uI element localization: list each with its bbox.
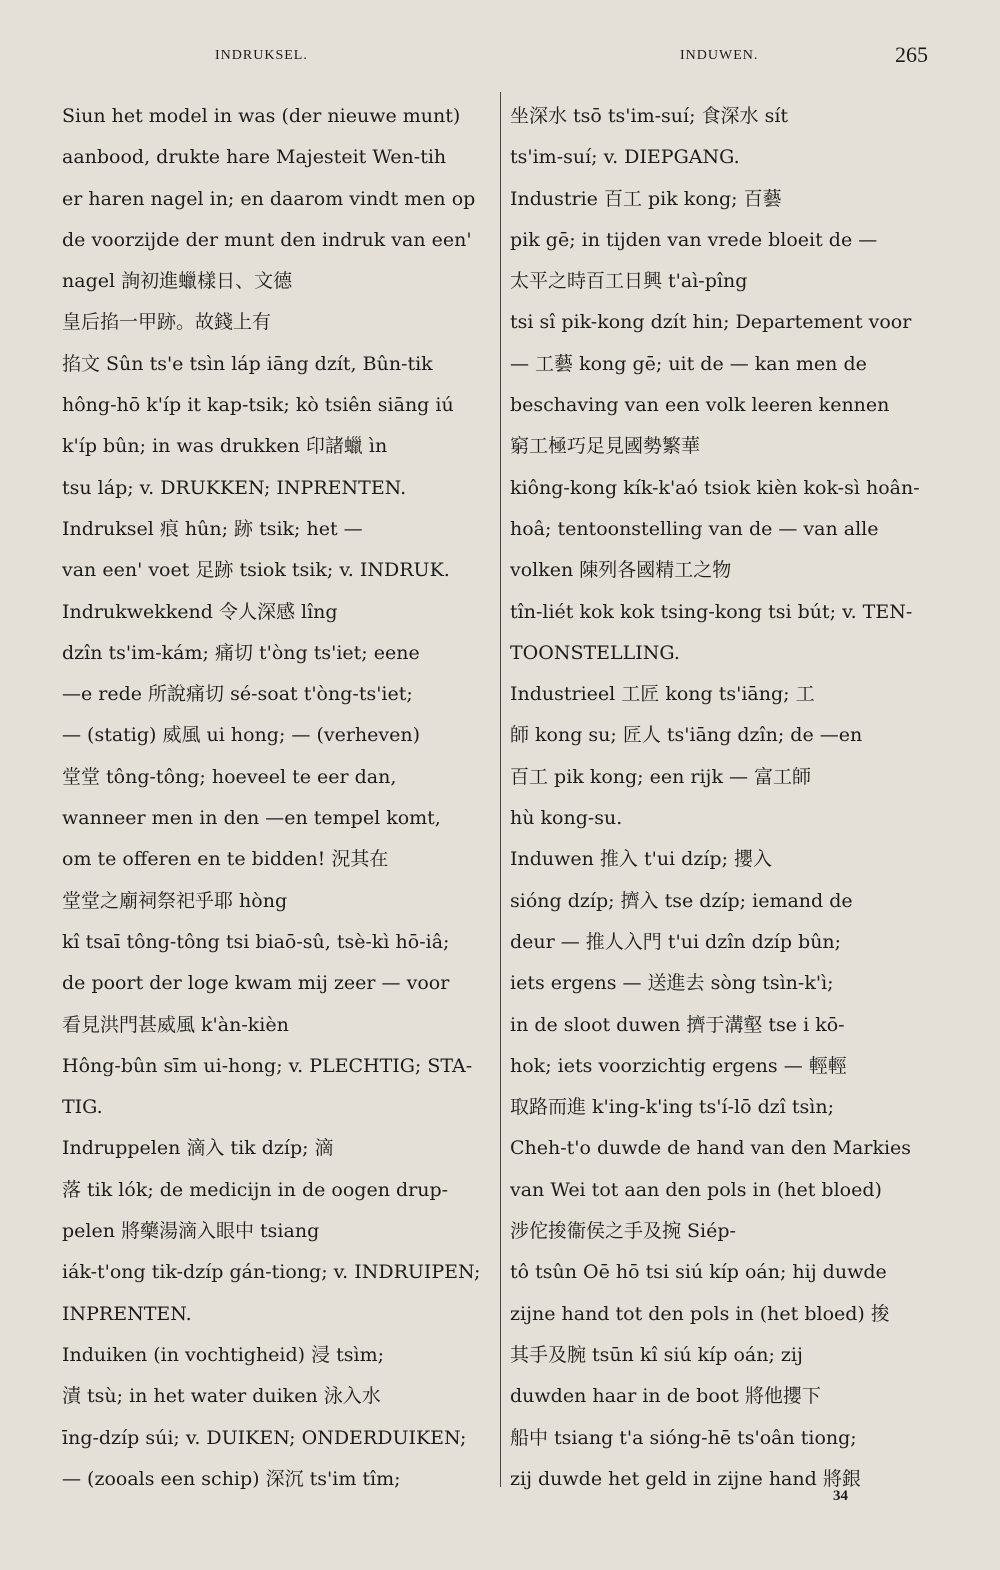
text-line: Indruppelen 滴入 tik dzíp; 滴 [62, 1137, 334, 1160]
text-line: sióng dzíp; 擠入 tse dzíp; iemand de [510, 889, 853, 912]
column-divider [500, 92, 501, 1487]
text-line: kiông-kong kík-k'aó tsiok kièn kok-sì hoân- [510, 476, 920, 499]
text-line: iák-t'ong tik-dzíp gán-tiong; v. INDRUIPEN; [62, 1261, 481, 1284]
running-head-left: INDRUKSEL. [215, 48, 308, 63]
text-line: 其手及腕 tsūn kî siú kíp oán; zij [510, 1343, 803, 1366]
text-line: īng-dzíp súi; v. DUIKEN; ONDERDUIKEN; [62, 1426, 467, 1449]
text-line: nagel 詢初進蠟樣日、文德 [62, 270, 293, 293]
text-line: aanbood, drukte hare Majesteit Wen-tih [62, 146, 447, 169]
text-line: Induwen 推入 t'ui dzíp; 攖入 [510, 848, 773, 871]
text-line: zijne hand tot den pols in (het bloed) 捘 [510, 1302, 890, 1325]
text-line: 掐文 Sûn ts'e tsìn láp iāng dzít, Bûn-tik [62, 352, 433, 375]
text-line: 船中 tsiang t'a sióng-hē ts'oân tiong; [510, 1426, 857, 1449]
text-line: hông-hō k'íp it kap-tsik; kò tsiên siāng iú [62, 394, 454, 417]
text-line: — 工藝 kong gē; uit de — kan men de [510, 352, 867, 375]
text-line: iets ergens — 送進去 sòng tsìn-k'ì; [510, 972, 834, 995]
text-line: 師 kong su; 匠人 ts'iāng dzîn; de —en [510, 724, 863, 747]
text-line: 涉佗捘衞侯之手及捥 Siép- [510, 1220, 736, 1243]
text-line: 百工 pik kong; een rijk — 富工師 [510, 765, 812, 788]
text-line: wanneer men in den —en tempel komt, [62, 807, 441, 830]
text-line: 取路而進 k'ing-k'ing ts'í-lō dzî tsìn; [510, 1096, 834, 1119]
signature-mark: 34 [833, 1488, 848, 1504]
text-line: 皇后掐一甲跡。故錢上有 [62, 311, 272, 334]
text-line: beschaving van een volk leeren kennen [510, 394, 890, 417]
text-line: hoâ; tentoonstelling van de — van alle [510, 517, 879, 540]
text-line: volken 陳列各國精工之物 [510, 559, 732, 582]
page-number: 265 [895, 42, 928, 67]
text-line: Indruksel 痕 hûn; 跡 tsik; het — [62, 517, 363, 540]
text-line: zij duwde het geld in zijne hand 將銀 [510, 1467, 861, 1490]
text-line: tsu láp; v. DRUKKEN; INPRENTEN. [62, 476, 407, 499]
text-line: Hông-bûn sīm ui-hong; v. PLECHTIG; STA- [62, 1054, 473, 1077]
text-line: 落 tik lók; de medicijn in de oogen drup- [62, 1178, 449, 1201]
text-line: van een' voet 足跡 tsiok tsik; v. INDRUK. [62, 559, 450, 582]
right-column [510, 96, 936, 1500]
text-line: de voorzijde der munt den indruk van een' [62, 228, 472, 251]
text-line: ts'im-suí; v. DIEPGANG. [510, 146, 740, 169]
text-line: Indrukwekkend 令人深感 lîng [62, 600, 338, 623]
text-line: 堂堂之廟祠祭祀乎耶 hòng [62, 889, 288, 912]
text-line: van Wei tot aan den pols in (het bloed) [510, 1178, 882, 1201]
text-line: kî tsaī tông-tông tsi biaō-sû, tsè-kì hō-iâ; [62, 930, 450, 953]
text-line: INPRENTEN. [62, 1302, 192, 1325]
text-line: Industrieel 工匠 kong ts'iāng; 工 [510, 683, 815, 706]
text-line: —e rede 所說痛切 sé-soat t'òng-ts'iet; [62, 683, 413, 706]
text-line: de poort der loge kwam mij zeer — voor [62, 972, 450, 995]
text-line: in de sloot duwen 擠于溝壑 tse i kō- [510, 1013, 845, 1036]
text-line: TOONSTELLING. [510, 641, 680, 664]
text-line: deur — 推人入門 t'ui dzîn dzíp bûn; [510, 930, 842, 953]
text-line: om te offeren en te bidden! 況其在 [62, 848, 389, 871]
text-line: tô tsûn Oē hō tsi siú kíp oán; hij duwde [510, 1261, 887, 1284]
text-line: — (zooals een schip) 深沉 ts'im tîm; [62, 1467, 401, 1490]
text-line: k'íp bûn; in was drukken 印諸蠟 ìn [62, 435, 388, 458]
text-line: 漬 tsù; in het water duiken 泳入水 [62, 1385, 381, 1408]
running-head-right: INDUWEN. [680, 48, 759, 63]
text-line: hok; iets voorzichtig ergens — 輕輕 [510, 1054, 847, 1077]
text-line: 坐深水 tsō ts'im-suí; 食深水 sít [510, 105, 789, 127]
text-line: tîn-liét kok kok tsing-kong tsi bút; v. TEN- [510, 600, 913, 623]
text-line: hù kong-su. [510, 807, 623, 830]
text-line: duwden haar in de boot 將他攖下 [510, 1385, 821, 1408]
text-line: — (statig) 威風 ui hong; — (verheven) [62, 724, 421, 747]
text-line: 窮工極巧足見國勢繁華 [510, 435, 701, 458]
text-line: tsi sî pik-kong dzít hin; Departement voor [510, 311, 912, 334]
text-line: Siun het model in was (der nieuwe munt) [62, 105, 461, 127]
text-line: Cheh-t'o duwde de hand van den Markies [510, 1137, 912, 1160]
text-line: 看見洪門甚威風 k'àn-kièn [62, 1013, 289, 1036]
text-line: pik gē; in tijden van vrede bloeit de — [510, 228, 878, 251]
text-line: 太平之時百工日興 t'aì-pîng [510, 270, 748, 293]
text-line: Industrie 百工 pik kong; 百藝 [510, 187, 782, 210]
text-line: er haren nagel in; en daarom vindt men op [62, 187, 476, 210]
text-line: TIG. [62, 1096, 103, 1119]
text-line: pelen 將藥湯滴入眼中 tsiang [62, 1220, 320, 1243]
text-line: Induiken (in vochtigheid) 浸 tsìm; [62, 1343, 385, 1366]
text-line: dzîn ts'im-kám; 痛切 t'òng ts'iet; eene [62, 641, 420, 664]
text-line: 堂堂 tông-tông; hoeveel te eer dan, [62, 765, 397, 788]
left-column [62, 96, 486, 1500]
